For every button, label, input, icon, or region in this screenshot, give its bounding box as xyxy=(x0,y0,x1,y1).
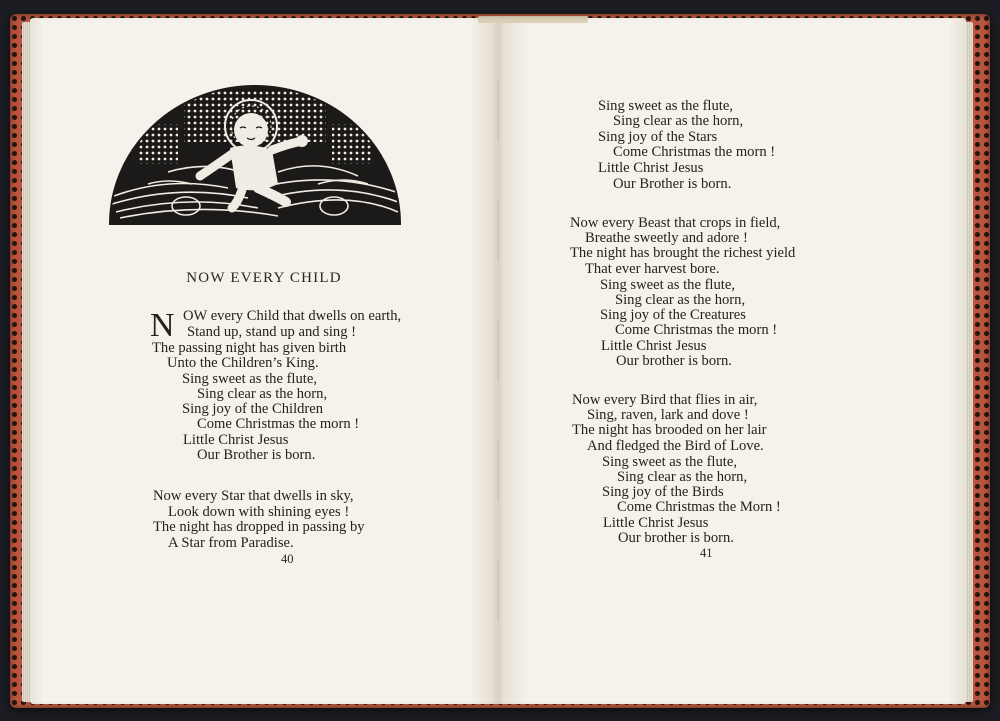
poem-line: And fledged the Bird of Love. xyxy=(587,438,764,454)
page-number-left: 40 xyxy=(281,552,294,566)
poem-line: Sing clear as the horn, xyxy=(615,292,746,308)
gutter-stitching xyxy=(497,80,499,640)
poem-line: Our Brother is born. xyxy=(613,176,732,192)
poem-line: Sing clear as the horn, xyxy=(617,469,748,485)
headband xyxy=(478,16,588,23)
poem-line: The night has brooded on her lair xyxy=(572,422,767,438)
poem-line: The passing night has given birth xyxy=(152,340,347,356)
poem-line: Sing sweet as the flute, xyxy=(598,98,733,114)
poem-line: Sing clear as the horn, xyxy=(613,113,744,129)
poem-line: Sing joy of the Children xyxy=(182,401,324,417)
poem-line: The night has brought the richest yield xyxy=(570,245,796,261)
poem-line: Come Christmas the Morn ! xyxy=(617,499,781,515)
poem-line: Look down with shining eyes ! xyxy=(168,504,350,520)
poem-line: Our brother is born. xyxy=(616,353,732,369)
poem-line: Unto the Children’s King. xyxy=(167,355,319,371)
poem-line: Now every Bird that flies in air, xyxy=(572,392,758,408)
poem-line: That ever harvest bore. xyxy=(585,261,720,277)
poem-line: Sing joy of the Creatures xyxy=(600,307,746,323)
poem-line: Now every Star that dwells in sky, xyxy=(153,488,354,504)
poem-line: Little Christ Jesus xyxy=(598,160,704,176)
woodcut-illustration xyxy=(108,84,402,226)
poem-title: NOW EVERY CHILD xyxy=(186,270,342,286)
poem-line: Sing sweet as the flute, xyxy=(602,454,737,470)
poem-line: Now every Beast that crops in field, xyxy=(570,215,781,231)
poem-line: Sing sweet as the flute, xyxy=(600,277,735,293)
poem-line: The night has dropped in passing by xyxy=(153,519,365,535)
poem-line: Come Christmas the morn ! xyxy=(615,322,778,338)
poem-line: Come Christmas the morn ! xyxy=(197,416,360,432)
poem-line: OW every Child that dwells on earth, xyxy=(183,308,402,324)
poem-line: Sing joy of the Birds xyxy=(602,484,724,500)
drop-cap: N xyxy=(150,307,175,344)
poem-line: Little Christ Jesus xyxy=(183,432,289,448)
poem-line: Our brother is born. xyxy=(618,530,734,546)
poem-line: Little Christ Jesus xyxy=(601,338,707,354)
poem-line: Come Christmas the morn ! xyxy=(613,144,776,160)
poem-line: Breathe sweetly and adore ! xyxy=(585,230,748,246)
poem-line: Sing joy of the Stars xyxy=(598,129,718,145)
poem-line: Stand up, stand up and sing ! xyxy=(187,324,357,340)
page-number-right: 41 xyxy=(700,546,713,560)
poem-line: Sing clear as the horn, xyxy=(197,386,328,402)
poem-line: Little Christ Jesus xyxy=(603,515,709,531)
poem-line: A Star from Paradise. xyxy=(168,535,294,551)
poem-line: Our Brother is born. xyxy=(197,447,316,463)
poem-line: Sing, raven, lark and dove ! xyxy=(587,407,749,423)
poem-line: Sing sweet as the flute, xyxy=(182,371,317,387)
